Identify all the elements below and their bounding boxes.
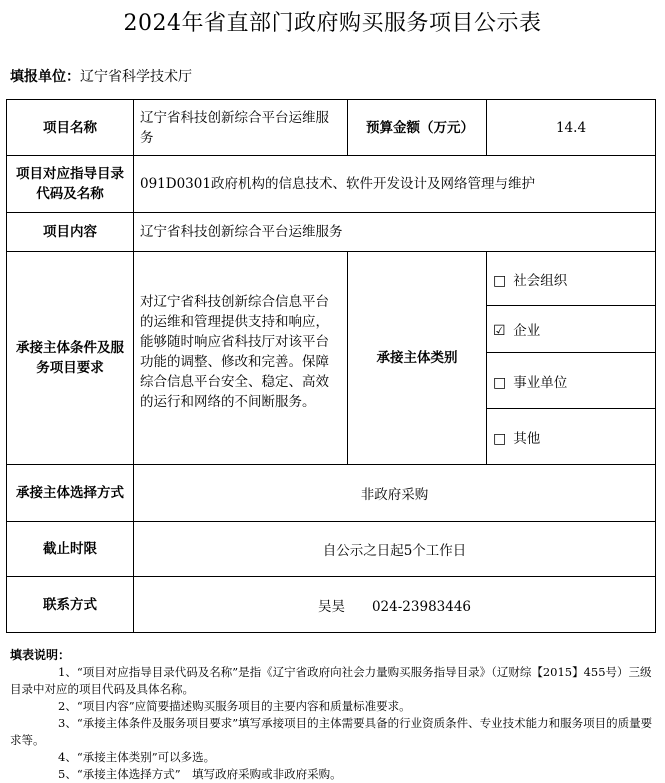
project-name-label: 项目名称 xyxy=(7,100,134,156)
category-option xyxy=(487,409,656,465)
content-label: 项目内容 xyxy=(7,213,134,252)
category-label: 承接主体类别 xyxy=(348,252,487,465)
filing-unit-value: 辽宁省科学技术厅 xyxy=(80,69,192,85)
project-table xyxy=(6,99,656,633)
row-requirements xyxy=(7,252,656,306)
row-deadline xyxy=(7,522,656,577)
category-option xyxy=(487,353,656,409)
page-title: 2024年省直部门政府购买服务项目公示表 xyxy=(123,11,542,36)
budget-value: 14.4 xyxy=(487,100,656,156)
contact-value: 吴昊 024-23983446 xyxy=(134,577,656,633)
budget-label: 预算金额（万元） xyxy=(348,100,487,156)
requirements-value: 对辽宁省科技创新综合信息平台的运维和管理提供支持和响应，能够随时响应省科技厅对该平台功能的调整、修改和完善。保障综合信息平台安全、稳定、高效的运行和网络的不间断服务。 xyxy=(134,252,348,465)
project-name-value: 辽宁省科技创新综合平台运维服务 xyxy=(134,100,348,156)
note-item: 3、“承接主体条件及服务项目要求”填写承接项目的主体需要具备的行业资质条件、专业技术能力和服务项目的质量要求等。 xyxy=(10,716,653,747)
row-selection xyxy=(7,465,656,522)
contact-label: 联系方式 xyxy=(7,577,134,633)
catalog-label: 项目对应指导目录代码及名称 xyxy=(7,156,134,213)
filing-unit-label: 填报单位： xyxy=(10,69,80,85)
requirements-label: 承接主体条件及服务项目要求 xyxy=(7,252,134,465)
filing-unit xyxy=(10,66,192,86)
selection-label: 承接主体选择方式 xyxy=(7,465,134,522)
category-option-label: 企业 xyxy=(513,323,541,339)
note-item: 5、“承接主体选择方式” 填写政府采购或非政府采购。 xyxy=(58,767,342,781)
checkbox-icon: □ xyxy=(493,374,507,391)
checked-box-icon: ☑ xyxy=(493,323,506,339)
checkbox-icon: □ xyxy=(493,430,507,447)
notes-title: 填表说明： xyxy=(10,648,71,662)
category-option-label: 其他 xyxy=(513,430,541,447)
row-content xyxy=(7,213,656,252)
checkbox-icon: □ xyxy=(493,272,507,289)
filling-notes xyxy=(10,647,655,783)
deadline-value: 自公示之日起5个工作日 xyxy=(134,522,656,577)
category-option-label: 社会组织 xyxy=(513,272,568,289)
note-item: 4、“承接主体类别”可以多选。 xyxy=(58,750,216,764)
deadline-label: 截止时限 xyxy=(7,522,134,577)
selection-value: 非政府采购 xyxy=(134,465,656,522)
content-value: 辽宁省科技创新综合平台运维服务 xyxy=(134,213,656,252)
category-option-label: 事业单位 xyxy=(513,374,568,391)
note-item: 1、“项目对应指导目录代码及名称”是指《辽宁省政府向社会力量购买服务指导目录》（辽财综【2015】455号）三级目录中对应的项目代码及具体名称。 xyxy=(10,665,652,696)
row-contact xyxy=(7,577,656,633)
note-item: 2、“项目内容”应简要描述购买服务项目的主要内容和质量标准要求。 xyxy=(58,699,411,713)
catalog-value: 091D0301政府机构的信息技术、软件开发设计及网络管理与维护 xyxy=(134,156,656,213)
row-catalog xyxy=(7,156,656,213)
row-project-name xyxy=(7,100,656,156)
category-option xyxy=(487,252,656,306)
category-option xyxy=(487,306,656,353)
